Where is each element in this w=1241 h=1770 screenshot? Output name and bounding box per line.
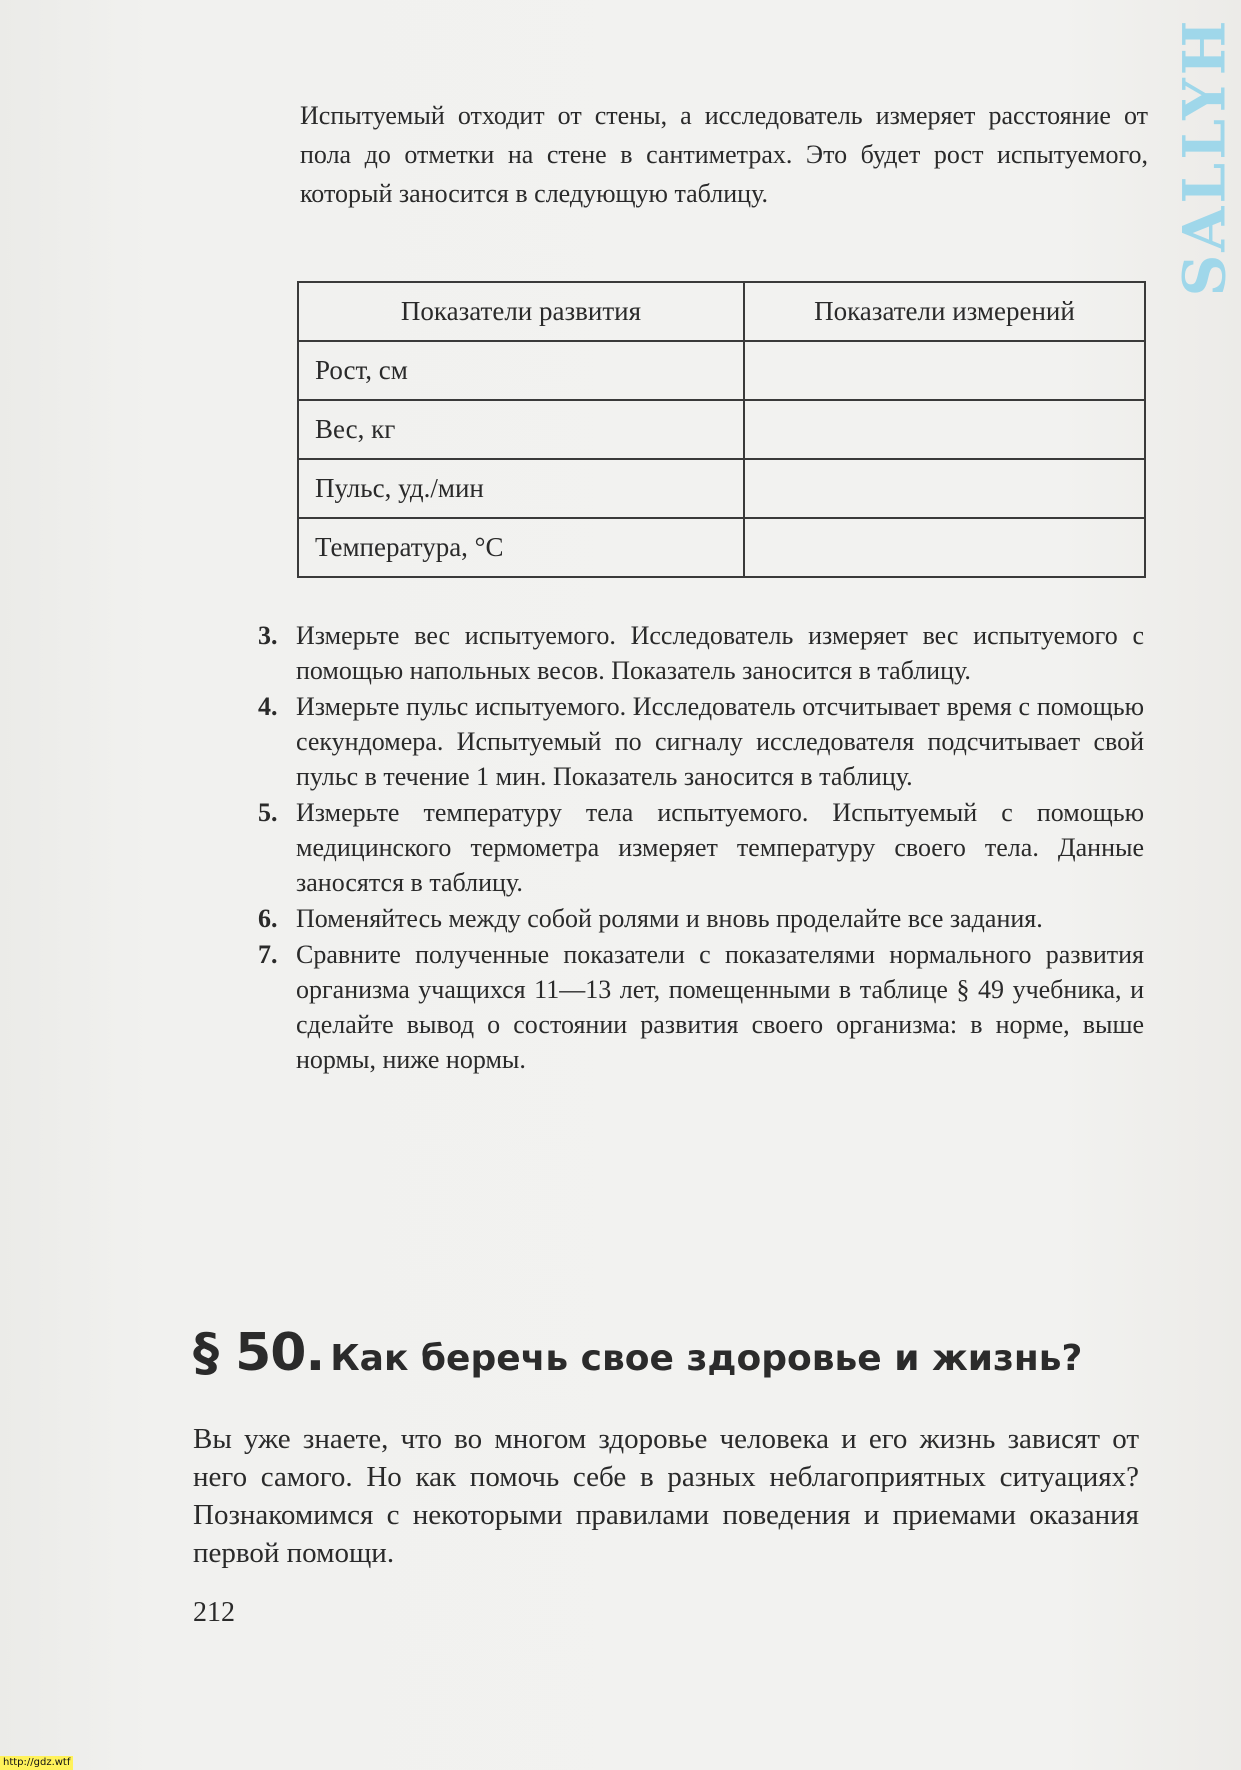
section-heading xyxy=(193,1323,1153,1383)
source-link[interactable]: http://gdz.wtf xyxy=(0,1756,73,1770)
list-item xyxy=(258,901,1144,936)
value-cell xyxy=(744,400,1145,459)
step-text: Поменяйтесь между собой ролями и вновь проделайте все задания. xyxy=(296,904,1043,933)
list-item xyxy=(258,795,1144,900)
table-row xyxy=(298,400,1145,459)
step-text: Сравните полученные показатели с показателями нормального развития организма учащихся 11—13 лет, помещенными в таблице § 49 учебника, и сделайте вывод о состоянии развития своего организма: в норме, выше нормы, ниже нормы. xyxy=(296,940,1144,1074)
side-watermark xyxy=(1168,17,1240,297)
list-item xyxy=(258,689,1144,794)
step-text: Измерьте пульс испытуемого. Исследователь отсчитывает время с помощью секундомера. Испытуемый по сигналу исследователя подсчитывает свой пульс в течение 1 мин. Показатель заносится в таблицу. xyxy=(296,692,1144,791)
indicator-cell: Пульс, уд./мин xyxy=(298,459,744,518)
section-title: Как беречь свое здоровье и жизнь? xyxy=(330,1338,1083,1379)
value-cell xyxy=(744,459,1145,518)
indicator-cell: Рост, см xyxy=(298,341,744,400)
steps-list xyxy=(258,618,1144,1078)
step-number: 3. xyxy=(258,621,278,650)
list-item xyxy=(258,937,1144,1077)
watermark-text: SALLYH xyxy=(1170,17,1239,297)
step-number: 5. xyxy=(258,798,278,827)
list-item xyxy=(258,618,1144,688)
value-cell xyxy=(744,341,1145,400)
step-text: Измерьте вес испытуемого. Исследователь измеряет вес испытуемого с помощью напольных весов. Показатель заносится в таблицу. xyxy=(296,621,1144,685)
table-row xyxy=(298,459,1145,518)
step-number: 7. xyxy=(258,940,278,969)
column-header-indicators: Показатели развития xyxy=(298,282,744,341)
step-number: 4. xyxy=(258,692,278,721)
section-number: § 50. xyxy=(193,1323,325,1383)
table-row xyxy=(298,341,1145,400)
value-cell xyxy=(744,518,1145,577)
table-row xyxy=(298,518,1145,577)
intro-paragraph: Испытуемый отходит от стены, а исследователь измеряет расстояние от пола до отметки на стене в сантиметрах. Это будет рост испытуемого, который заносится в следующую таблицу. xyxy=(300,101,1148,208)
step-text: Измерьте температуру тела испытуемого. Испытуемый с помощью медицинского термометра измеряет температуру своего тела. Данные заносятся в таблицу. xyxy=(296,798,1144,897)
indicator-cell: Температура, °С xyxy=(298,518,744,577)
indicator-cell: Вес, кг xyxy=(298,400,744,459)
section-lead-paragraph: Вы уже знаете, что во многом здоровье человека и его жизнь зависят от него самого. Но как помочь себе в разных неблагоприятных ситуациях? Познакомимся с некоторыми правилами поведения и приемами оказания первой помощи. xyxy=(193,1423,1139,1569)
step-number: 6. xyxy=(258,904,278,933)
column-header-measurements: Показатели измерений xyxy=(744,282,1145,341)
table-header-row xyxy=(298,282,1145,341)
measurement-table xyxy=(297,281,1146,578)
page-number: 212 xyxy=(193,1597,235,1628)
